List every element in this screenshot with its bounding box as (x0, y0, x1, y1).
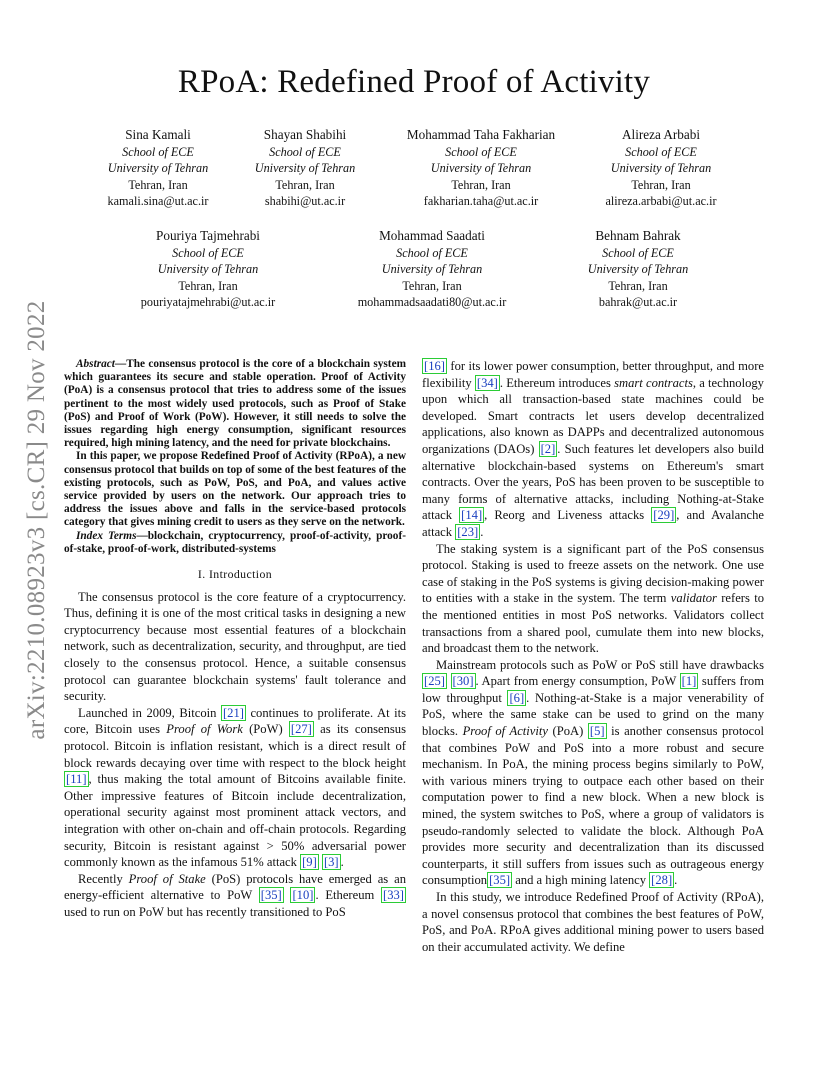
citation-link[interactable]: [28] (651, 873, 673, 888)
body-paragraph: Launched in 2009, Bitcoin [21] continues to proliferate. At its core, Bitcoin uses Proof of Work (PoW) [27] as its consensus protocol. Bitcoin is inflation resistant, which is a direct result of block rewards decaying over time with respect to the block height [11] , thus making the total amount of Bitcoins available finite. Other impressive features of Bitcoin include decentralization, operational security against most prominent attack vectors, and integration with other on-chain and off-chain protocols. Regarding security, Bitcoin is resistant against > 50% adversarial power commonly known as the infamous 51% attack [9] [3] . (64, 705, 407, 870)
citation-link[interactable]: [11] (66, 772, 87, 787)
citation-link[interactable]: [30] (452, 674, 474, 689)
left-column (64, 358, 406, 921)
author-card: Alireza Arbabi School of ECE University of Tehran Tehran, Iran alireza.arbabi@ut.ac.ir (605, 127, 717, 209)
citation-link[interactable]: [34] (476, 375, 498, 390)
author-card: Shayan Shabihi School of ECE University of Tehran Tehran, Iran shabihi@ut.ac.ir (254, 127, 356, 209)
citation-link[interactable]: [27] (290, 722, 312, 737)
citation-link[interactable]: [16] (424, 359, 445, 373)
right-column (422, 358, 764, 955)
index-terms: Index Terms—blockchain, cryptocurrency, proof-of-activity, proof-of-stake, proof-of-work, distributed-systems (64, 529, 406, 555)
citation-link[interactable]: [35] (260, 888, 282, 903)
citation-link[interactable]: [33] (383, 888, 404, 903)
body-paragraph: Mainstream protocols such as PoW or PoS still have drawbacks [25] [30] . Apart from energy consumption, PoW [1] suffers from low throughput [6] . Nothing-at-Stake is a major venerability of PoS, where the same stake can be used to grind on the many blocks. Proof of Activity (PoA) [5] is another consensus protocol that combines PoW and PoS into a more robust and secure mechanism. In PoA, the mining process begins similarly to PoW, with various miners trying to outpace each other based on their computation power to find a new block. When a new block is mined, the system switches to PoS, where a group of validators is pseudo-randomly selected to validate the block. Although PoA provides more security and decentralization than its discussed counterparts, it still suffers from issues such as outrageous energy consumption [35] and a high mining latency [28] . (422, 657, 764, 888)
author-card: Mohammad Saadati School of ECE University of Tehran Tehran, Iran mohammadsaadati80@ut.ac.ir (357, 228, 507, 310)
abstract (64, 358, 406, 556)
body-paragraph: The staking system is a significant part of the PoS consensus protocol. Staking is used to freeze assets on the network. One use case of staking in the PoS systems is giving decision-making power to entities with a stake in the system. The term validator refers to the mentioned entities in most PoS networks. Validators collect transactions from a shared pool, cumulate them into new blocks, and broadcast them to the network. (422, 541, 764, 656)
body-paragraph: Recently Proof of Stake (PoS) protocols have emerged as an energy-efficient alternative to PoW [35] [10] . Ethereum [33] used to run on PoW but has recently transitioned to PoS (64, 871, 406, 919)
body-paragraph: In this study, we introduce Redefined Proof of Activity (RPoA), a novel consensus protocol that combines the best features of PoW, PoS, and PoA. RPoA gives additional mining power to users based on their accumulated activity. We define (422, 890, 764, 954)
section-heading: I. Introduction (197, 567, 273, 582)
author-card: Mohammad Taha Fakharian School of ECE University of Tehran Tehran, Iran fakharian.taha@ut.ac.ir (406, 127, 556, 209)
citation-link[interactable]: [3] (323, 855, 339, 870)
paper-title: RPoA: Redefined Proof of Activity (177, 64, 651, 100)
body-paragraph: [16] for its lower power consumption, better throughput, and more flexibility [34] . Ethereum introduces smart contracts, a technology upon which all transaction-based state machines could be developed. Smart contracts let users develop decentralized applications, also known as DAPPs and decentralized autonomous organizations (DAOs) [2] . Such features let developers also build alternative blockchain-based systems on Ethereum's smart contracts. Over the years, PoS has been proven to be susceptible to many forms of alternative attacks, including Nothing-at-Stake attack [14] , Reorg and Liveness attacks [29] , and Avalanche attack [23] . (422, 359, 765, 539)
author-card: Behnam Bahrak School of ECE University of Tehran Tehran, Iran bahrak@ut.ac.ir (587, 228, 689, 310)
citation-link[interactable]: [9] (302, 855, 317, 870)
author-card: Sina Kamali School of ECE University of Tehran Tehran, Iran kamali.sina@ut.ac.ir (107, 127, 209, 209)
citation-link[interactable]: [10] (292, 888, 314, 903)
abstract-paragraph: Abstract—The consensus protocol is the core of a blockchain system which guarantees its secure and stable operation. Proof of Activity (PoA) is a consensus protocol that tries to address some of the issues pertinent to the most widely used protocols, such as Proof of Stake (PoS) and Proof of Work (PoW). However, it still needs to solve the issues regarding high energy consumption, significant resources required, high mining latency, and the need for private blockchains. (64, 358, 406, 450)
author-card: Pouriya Tajmehrabi School of ECE University of Tehran Tehran, Iran pouriyatajmehrabi@ut.ac.ir (140, 228, 276, 310)
citation-link[interactable]: [21] (222, 705, 244, 720)
citation-link[interactable]: [5] (589, 724, 605, 739)
citation-link[interactable]: [35] (489, 873, 511, 888)
citation-link[interactable]: [29] (653, 508, 675, 523)
citation-link[interactable]: [1] (681, 674, 697, 689)
citation-link[interactable]: [6] (509, 690, 525, 705)
citation-link[interactable]: [25] (424, 674, 445, 689)
arxiv-watermark: arXiv:2210.08923v3 [cs.CR] 29 Nov 2022 (23, 300, 50, 740)
citation-link[interactable]: [2] (540, 441, 556, 456)
body-paragraph: The consensus protocol is the core feature of a cryptocurrency. Thus, defining it is one of the most critical tasks in designing a new cryptocurrency because most essential features of a blockchain network, such as decentralization, security, and throughput, are tied closely to the consensus protocol. Hence, a suitable consensus protocol can guarantee blockchain systems' fault tolerance and security. (64, 589, 406, 704)
citation-link[interactable]: [23] (457, 524, 479, 539)
citation-link[interactable]: [14] (461, 508, 483, 523)
abstract-paragraph: In this paper, we propose Redefined Proof of Activity (RPoA), a new consensus protocol that builds on top of some of the best features of the existing protocols, such as PoW, PoS, and PoA, and values active service provided by users on the network. Our approach tries to address the issues above and falls in the service-based protocols category that gives mining credit to users as they serve on the network. (64, 450, 406, 529)
